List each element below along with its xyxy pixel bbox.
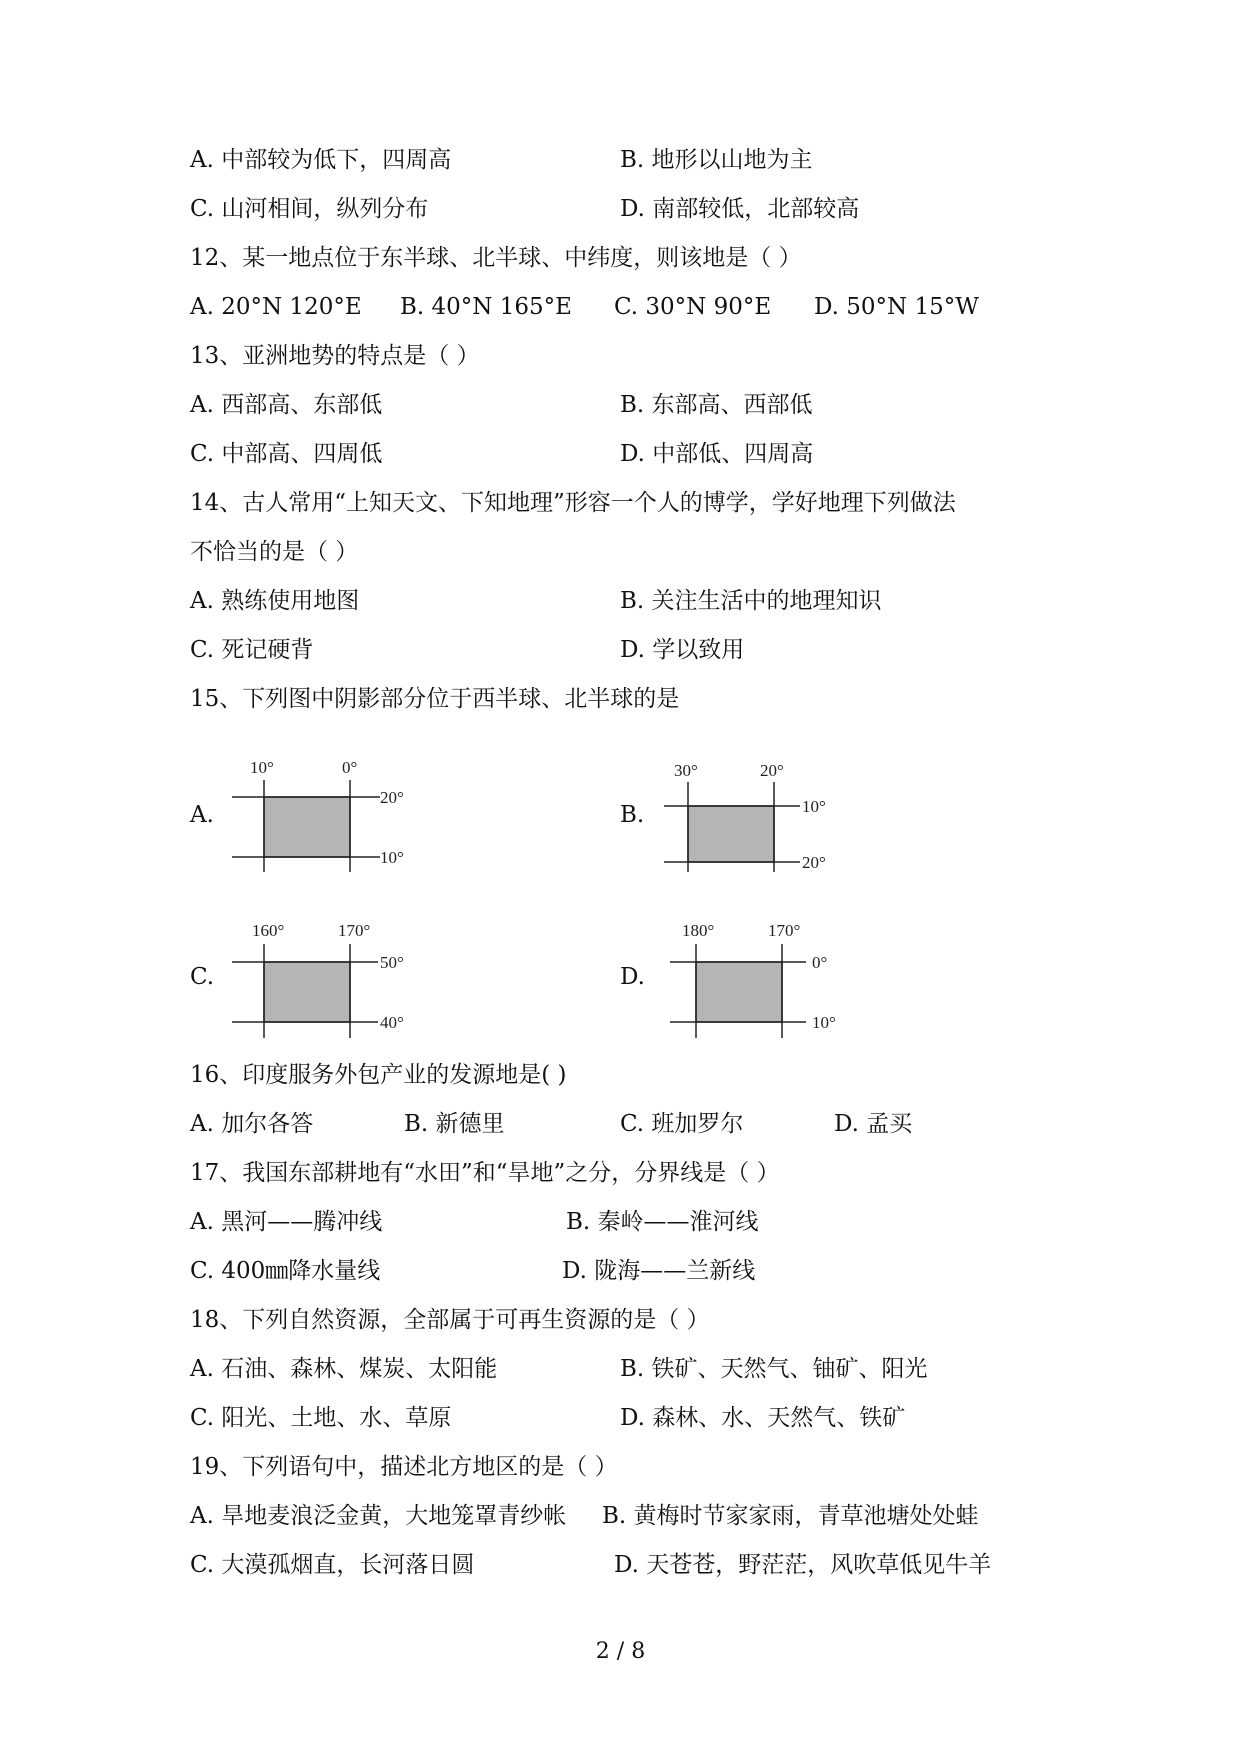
answer-option: C. 30°N 90°E (614, 294, 772, 320)
question-text: 不恰当的是（ ） (190, 539, 359, 565)
answer-option: D. 天苍苍，野茫茫，风吹草低见牛羊 (614, 1552, 992, 1578)
page-number: 2 / 8 (595, 1639, 646, 1664)
top-lat-label: 50° (380, 953, 404, 972)
answer-option: D. 50°N 15°W (814, 294, 979, 320)
answer-option: A. 熟练使用地图 (190, 588, 360, 614)
answer-option: C. 死记硬背 (190, 637, 314, 663)
answer-option: D. 学以致用 (620, 637, 745, 663)
answer-option: A. 中部较为低下，四周高 (190, 147, 452, 173)
question-text: 14、古人常用“上知天文、下知地理”形容一个人的博学，学好地理下列做法 (190, 490, 956, 516)
answer-option: D. 南部较低，北部较高 (620, 196, 860, 222)
answer-option: B. 关注生活中的地理知识 (620, 588, 882, 614)
answer-option: A. 石油、森林、煤炭、太阳能 (190, 1356, 498, 1382)
answer-option: B. 黄梅时节家家雨，青草池塘处处蛙 (602, 1503, 979, 1529)
answer-option: C. 400㎜降水量线 (190, 1258, 381, 1284)
answer-option: C. 中部高、四周低 (190, 441, 383, 467)
right-lon-label: 170° (768, 921, 801, 940)
answer-option: B. 40°N 165°E (400, 294, 572, 320)
right-lon-label: 170° (338, 921, 371, 940)
bottom-lat-label: 10° (812, 1013, 836, 1032)
answer-option: B. 秦岭——淮河线 (566, 1209, 759, 1235)
right-lon-label: 20° (760, 761, 784, 780)
right-lon-label: 0° (342, 758, 358, 777)
shaded-region (264, 962, 350, 1022)
answer-option: C. 班加罗尔 (620, 1111, 744, 1137)
answer-option: C. 阳光、土地、水、草原 (190, 1405, 452, 1431)
answer-option: B. 铁矿、天然气、铀矿、阳光 (620, 1356, 928, 1382)
answer-option: A. 20°N 120°E (190, 294, 362, 320)
shaded-region (696, 962, 782, 1022)
left-lon-label: 160° (252, 921, 285, 940)
shaded-region (688, 806, 774, 862)
left-lon-label: 10° (250, 758, 274, 777)
figure-d-diagram (670, 914, 870, 1039)
bottom-lat-label: 40° (380, 1013, 404, 1032)
figure-c-label: C. (190, 964, 215, 990)
figure-a-diagram (232, 752, 432, 872)
figure-d-label: D. (620, 964, 645, 990)
answer-option: B. 新德里 (404, 1111, 505, 1137)
figure-b-diagram (664, 752, 864, 872)
top-lat-label: 0° (812, 953, 828, 972)
answer-option: D. 中部低、四周高 (620, 441, 814, 467)
bottom-lat-label: 10° (380, 848, 404, 867)
left-lon-label: 180° (682, 921, 715, 940)
answer-option: A. 旱地麦浪泛金黄，大地笼罩青纱帐 (190, 1503, 567, 1529)
answer-option: A. 西部高、东部低 (190, 392, 383, 418)
question-text: 17、我国东部耕地有“水田”和“旱地”之分，分界线是（ ） (190, 1160, 780, 1186)
question-text: 19、下列语句中，描述北方地区的是（ ） (190, 1454, 618, 1480)
answer-option: B. 地形以山地为主 (620, 147, 813, 173)
figure-c-diagram (232, 914, 432, 1039)
answer-option: D. 森林、水、天然气、铁矿 (620, 1405, 906, 1431)
answer-option: B. 东部高、西部低 (620, 392, 813, 418)
answer-option: D. 孟买 (834, 1111, 913, 1137)
question-text: 13、亚洲地势的特点是（ ） (190, 343, 480, 369)
bottom-lat-label: 20° (802, 853, 826, 872)
top-lat-label: 20° (380, 788, 404, 807)
figure-b-label: B. (620, 802, 645, 828)
answer-option: C. 大漠孤烟直，长河落日圆 (190, 1552, 475, 1578)
figure-a-label: A. (190, 802, 214, 828)
question-text: 16、印度服务外包产业的发源地是( ) (190, 1062, 567, 1088)
answer-option: A. 黑河——腾冲线 (190, 1209, 383, 1235)
question-text: 15、下列图中阴影部分位于西半球、北半球的是 (190, 686, 680, 712)
answer-option: A. 加尔各答 (190, 1111, 314, 1137)
answer-option: C. 山河相间，纵列分布 (190, 196, 429, 222)
question-text: 12、某一地点位于东半球、北半球、中纬度，则该地是（ ） (190, 245, 802, 271)
question-text: 18、下列自然资源，全部属于可再生资源的是（ ） (190, 1307, 710, 1333)
shaded-region (264, 797, 350, 857)
left-lon-label: 30° (674, 761, 698, 780)
top-lat-label: 10° (802, 797, 826, 816)
answer-option: D. 陇海——兰新线 (562, 1258, 756, 1284)
